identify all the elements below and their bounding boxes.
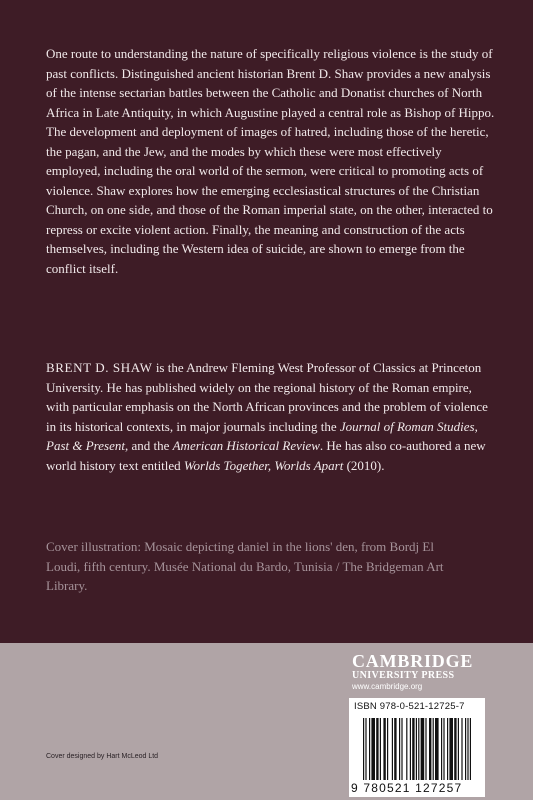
isbn-label: ISBN 978-0-521-12725-7 xyxy=(354,701,465,712)
barcode-bar xyxy=(418,718,419,780)
barcode-bar xyxy=(401,718,402,780)
barcode-bar xyxy=(454,718,456,780)
barcode-bar xyxy=(369,718,370,780)
barcode-bar xyxy=(410,718,411,780)
author-name: BRENT D. SHAW xyxy=(46,360,153,375)
bio-separator: , xyxy=(474,418,478,434)
barcode-bar xyxy=(449,718,453,780)
publisher-url: www.cambridge.org xyxy=(352,682,423,691)
journal-title: American Historical Review xyxy=(172,438,320,453)
barcode-bar xyxy=(416,718,417,780)
barcode-bar xyxy=(435,718,439,780)
barcode-bar xyxy=(383,718,385,780)
barcode-bar xyxy=(441,718,442,780)
author-bio xyxy=(46,358,496,475)
bio-text-2: . He has also co-authored a new world history text entitled xyxy=(46,438,486,473)
barcode-bar xyxy=(421,718,425,780)
journal-title: Past & Present xyxy=(46,438,125,453)
book-title: Worlds Together, Worlds Apart xyxy=(183,457,344,473)
barcode-bar xyxy=(371,718,375,780)
barcode-bar xyxy=(387,718,388,780)
back-cover-footer xyxy=(0,643,533,800)
barcode-bar xyxy=(465,718,466,780)
barcode-bar xyxy=(425,718,426,780)
barcode-bar xyxy=(376,718,378,780)
publisher-logo xyxy=(352,652,492,692)
barcode-panel xyxy=(349,698,485,797)
barcode-bar xyxy=(394,718,396,780)
barcode-bar xyxy=(433,718,434,780)
barcode-bar xyxy=(461,718,462,780)
barcode-bar xyxy=(363,718,364,780)
publisher-name: CAMBRIDGE xyxy=(352,651,474,671)
bio-text-1: is the Andrew Fleming West Professor of Classics at Princeton University. He has published widely on the regional history of the Roman empire, with particular emphasis on the North African provinces and the problem of violence in its historical contexts, in major journals including the xyxy=(46,360,488,434)
barcode-bar xyxy=(399,718,400,780)
barcode-graphic xyxy=(363,718,475,780)
barcode-bar xyxy=(470,718,471,780)
barcode-bar xyxy=(467,718,468,780)
journal-title: Journal of Roman Studies xyxy=(339,418,475,434)
cover-illustration-credit: Cover illustration: Mosaic depicting daniel in the lions' den, from Bordj El Loudi, fifth century. Musée National du Bardo, Tunisia / The Bridgeman Art Library. xyxy=(46,539,444,593)
bio-separator: , and the xyxy=(124,438,173,453)
book-description: One route to understanding the nature of specifically religious violence is the study of past conflicts. Distinguished ancient historian Brent D. Shaw provides a new analysis of the intense sectarian battles between the Catholic and Donatist churches of North Africa in Late Antiquity, in which Augustine played a central role as Bishop of Hippo. The development and deployment of images of hatred, including those of the heretic, the pagan, and the Jew, and the modes by which these were most effectively employed, including the oral world of the sermon, were critical to promoting acts of violence. Shaw explores how the emerging ecclesiastical structures of the Christian Church, on one side, and those of the Roman imperial state, on the other, interacted to repress or excite violent action. Finally, the meaning and construction of the acts themselves, including the Western idea of suicide, are shown to emerge from the conflict itself. xyxy=(46,46,495,276)
barcode-bar xyxy=(443,718,444,780)
barcode-bar xyxy=(447,718,448,780)
barcode-digits: 9 780521 127257 xyxy=(351,781,463,795)
barcode-bar xyxy=(412,718,414,780)
bio-text-3: (2010). xyxy=(343,457,385,473)
barcode-bar xyxy=(365,718,366,780)
barcode-bar xyxy=(458,718,459,780)
barcode-bar xyxy=(429,718,431,780)
publisher-subtitle: UNIVERSITY PRESS xyxy=(352,670,455,681)
barcode-bar xyxy=(392,718,393,780)
barcode-bar xyxy=(380,718,381,780)
cover-designer-credit: Cover designed by Hart McLeod Ltd xyxy=(46,753,159,760)
barcode-bar xyxy=(406,718,407,780)
